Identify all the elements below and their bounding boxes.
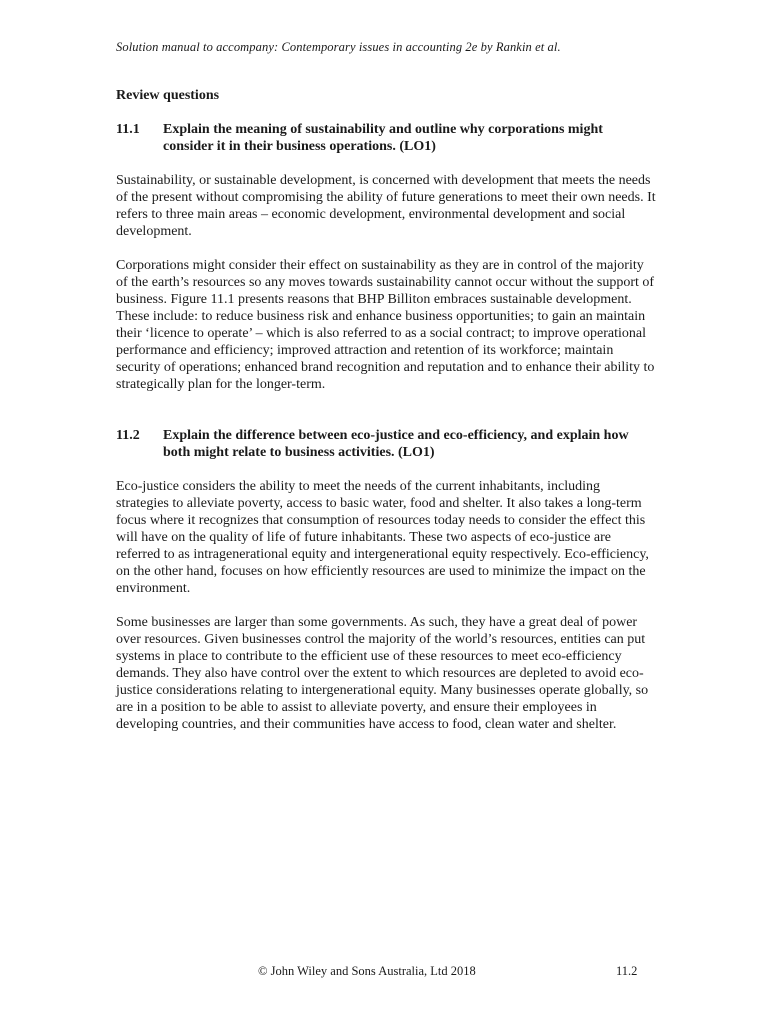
section-heading: Review questions [116,88,220,103]
question-text: Explain the meaning of sustainability and outline why corporations might consider it in their business operations. (LO1) [163,122,603,154]
page-content [116,87,656,750]
answer-paragraph: Some businesses are larger than some governments. As such, they have a great deal of power over resources. Given businesses control the majority of the world’s resources, entities can put systems in place to contribute to the efficient use of these resources to meet eco-efficiency demands. They also have control over the extent to which resources are depleted to avoid eco-justice considerations relating to intergenerational equity. Many businesses operate globally, so are in a position to be able to assist to alleviate poverty, and ensure their employees in developing countries, and their communities have access to food, clean water and shelter. [116,615,649,732]
question-heading [116,427,656,461]
copyright-notice: © John Wiley and Sons Australia, Ltd 2018 [258,964,476,978]
question-text: Explain the difference between eco-justice and eco-efficiency, and explain how both might relate to business activities. (LO1) [163,428,629,460]
question-heading [116,121,656,155]
answer-paragraph: Eco-justice considers the ability to meet the needs of the current inhabitants, including strategies to alleviate poverty, access to basic water, food and shelter. It also takes a long-term focus where it recognizes that consumption of resources today needs to consider the effect this will have on the quality of life of future inhabitants. These two aspects of eco-justice are referred to as intragenerational equity and intergenerational equity respectively. Eco-efficiency, on the other hand, focuses on how efficiently resources are used to minimize the impact on the environment. [116,479,649,596]
running-header: Solution manual to accompany: Contemporary issues in accounting 2e by Rankin et al. [116,40,561,54]
answer-paragraph: Sustainability, or sustainable development, is concerned with development that meets the needs of the present without compromising the ability of future generations to meet their own needs. It refers to three main areas – economic development, environmental development and social development. [116,173,656,239]
section-spacer [116,410,656,427]
question-number: 11.2 [116,428,140,443]
page-number: 11.2 [616,964,638,978]
answer-paragraph: Corporations might consider their effect on sustainability as they are in control of the majority of the earth’s resources so any moves towards sustainability cannot occur without the support of business. Figure 11.1 presents reasons that BHP Billiton embraces sustainable development. These include: to reduce business risk and enhance business opportunities; to gain an maintain their ‘licence to operate’ – which is also referred to as a social contract; to improve operational performance and efficiency; improved attraction and retention of its workforce; maintain security of operations; enhanced brand recognition and reputation and to enhance their ability to strategically plan for the longer-term. [116,258,655,392]
question-number: 11.1 [116,122,140,137]
